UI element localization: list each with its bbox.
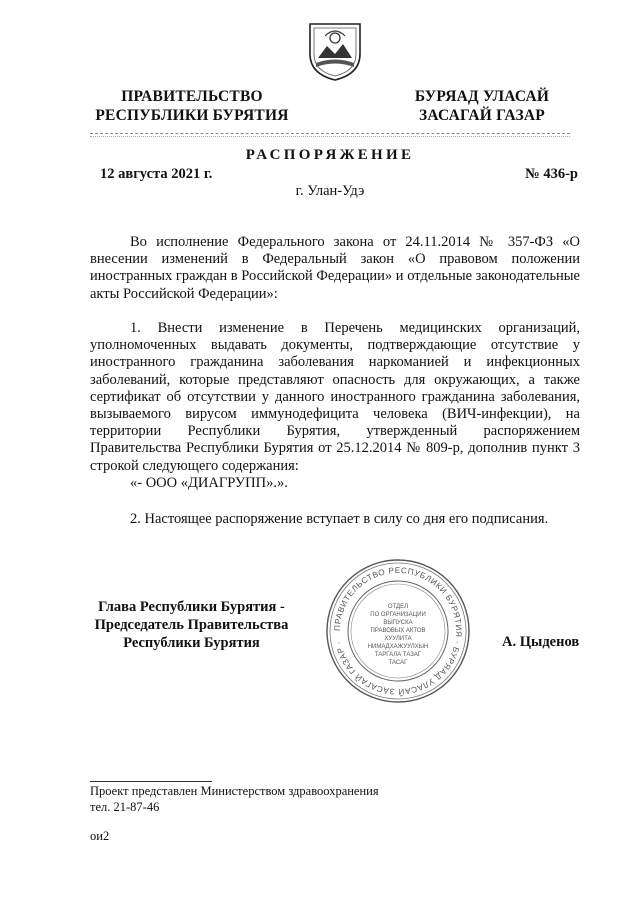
seal-ring-text: ПРАВИТЕЛЬСТВО РЕСПУБЛИКИ БУРЯТИЯ · БУРЯАД УЛАСАЙ ЗАСАГАЙ ГАЗАР · xyxy=(332,565,464,697)
seal-line: НИМАДХАЖУУЛХЫН xyxy=(367,644,429,650)
signatory-title-line3: Республики Бурятия xyxy=(123,635,260,651)
government-name-buryat xyxy=(402,87,562,125)
seal-line: ВЫПУСКА xyxy=(383,620,413,626)
seal-line: ТАРГАЛА ТАЗАГ xyxy=(374,652,422,658)
seal-line: ТАСАГ xyxy=(388,660,408,666)
document-title: РАСПОРЯЖЕНИЕ xyxy=(245,147,415,163)
header-divider-secondary xyxy=(90,136,570,137)
seal-line: ПРАВОВЫХ АКТОВ xyxy=(370,628,426,634)
signatory-name: А. Цыденов xyxy=(502,634,580,650)
header-right-line2: ЗАСАГАЙ ГАЗАР xyxy=(419,107,545,124)
official-seal-stamp xyxy=(323,556,473,706)
footnote-executor-code: ои2 xyxy=(90,829,110,843)
document-city: г. Улан-Удэ xyxy=(295,183,365,199)
signatory-title-line2: Председатель Правительства xyxy=(94,617,289,633)
document-date: 12 августа 2021 г. xyxy=(100,166,213,182)
footnote-phone: тел. 21-87-46 xyxy=(90,800,160,814)
footnote-divider xyxy=(90,781,212,782)
document-number: № 436-р xyxy=(525,166,578,182)
government-name-russian xyxy=(92,87,292,125)
intro-paragraph: Во исполнение Федерального закона от 24.11.2014 № 357-ФЗ «О внесении изменений в Федеральный закон «О правовом положении иностранных граждан в Российской Федерации» и отдельные законодательные акты Российской Федерации»: xyxy=(90,234,580,302)
seal-line: ПО ОРГАНИЗАЦИИ xyxy=(370,612,426,618)
signatory-title-line1: Глава Республики Бурятия - xyxy=(98,599,285,615)
inserted-line-quote: «- ООО «ДИАГРУПП».». xyxy=(130,475,288,491)
item-2-paragraph: 2. Настоящее распоряжение вступает в силу со дня его подписания. xyxy=(130,511,549,527)
coat-of-arms-emblem xyxy=(305,20,365,82)
footnote-submitted-by: Проект представлен Министерством здравоохранения xyxy=(90,784,379,798)
signatory-title xyxy=(84,598,299,652)
header-left-line2: РЕСПУБЛИКИ БУРЯТИЯ xyxy=(95,107,289,124)
seal-line: ОТДЕЛ xyxy=(387,604,409,610)
seal-line: ХУУЛИТА xyxy=(384,636,412,642)
header-right-line1: БУРЯАД УЛАСАЙ xyxy=(414,88,550,105)
item-1-paragraph: 1. Внести изменение в Перечень медицинских организаций, уполномоченных выдавать документы, подтверждающие отсутствие у иностранного гражданина заболевания наркоманией и инфекционных заболеваний, которые представляют опасность для окружающих, а также сертификат об отсутствии у данного иностранного гражданина заболевания, вызываемого вирусом иммунодефицита человека (ВИЧ-инфекции), на территории Республики Бурятия, утвержденный распоряжением Правительства Республики Бурятия от 25.12.2014 № 809-р, дополнив пункт 3 строкой следующего содержания: xyxy=(90,320,580,474)
header-left-line1: ПРАВИТЕЛЬСТВО xyxy=(121,88,263,105)
header-divider xyxy=(90,133,570,134)
